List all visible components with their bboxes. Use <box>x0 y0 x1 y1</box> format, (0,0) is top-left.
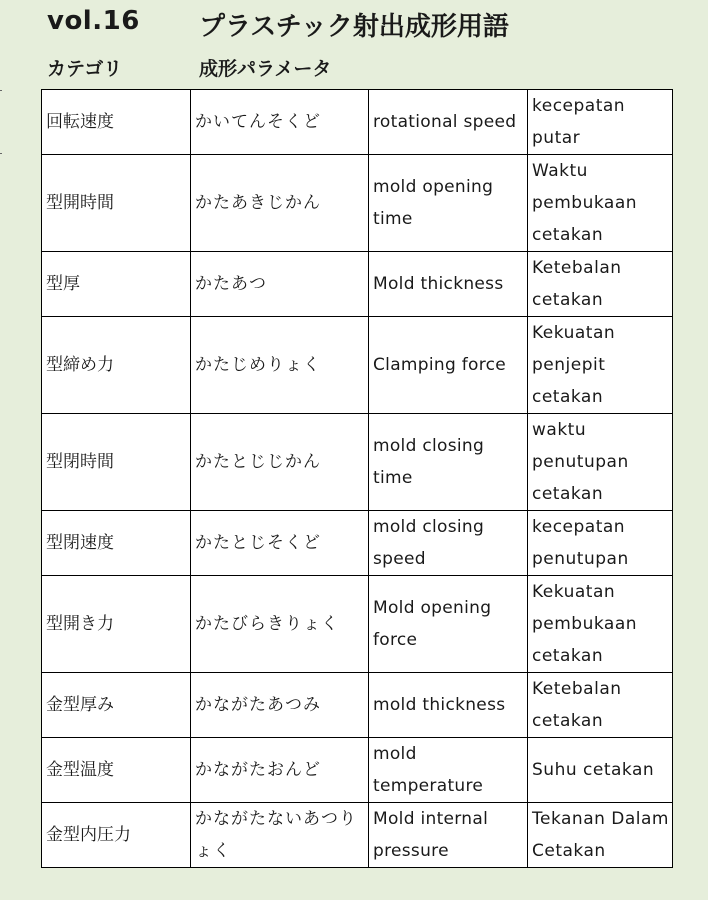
reading-cell: かながたおんど <box>191 738 369 803</box>
kanji-cell: 型厚 <box>42 252 191 317</box>
english-cell: Mold internal pressure <box>369 803 528 868</box>
kanji-cell: 型閉時間 <box>42 414 191 511</box>
reading-cell: かたじめりょく <box>191 317 369 414</box>
english-cell: Clamping force <box>369 317 528 414</box>
kanji-cell: 型締め力 <box>42 317 191 414</box>
reading-cell: かながたないあつりょく <box>191 803 369 868</box>
table-row <box>42 803 673 868</box>
english-cell: mold opening time <box>369 155 528 252</box>
table-row <box>42 252 673 317</box>
table-row <box>42 414 673 511</box>
reading-cell: かたとじそくど <box>191 511 369 576</box>
indonesian-cell: Kekuatan pembukaan cetakan <box>528 576 673 673</box>
table-row <box>42 673 673 738</box>
reading-cell: かたとじじかん <box>191 414 369 511</box>
indonesian-cell: Tekanan Dalam Cetakan <box>528 803 673 868</box>
english-cell: rotational speed <box>369 90 528 155</box>
category-value: 成形パラメータ <box>199 58 332 80</box>
kanji-cell: 型開時間 <box>42 155 191 252</box>
category-label: カテゴリ <box>47 58 123 80</box>
kanji-cell: 回転速度 <box>42 90 191 155</box>
indonesian-cell: kecepatan penutupan <box>528 511 673 576</box>
indonesian-cell: Kekuatan penjepit cetakan <box>528 317 673 414</box>
terms-table <box>41 89 673 868</box>
document-header <box>0 0 708 90</box>
volume-label: vol.16 <box>47 6 140 36</box>
table-row <box>42 576 673 673</box>
indonesian-cell: Waktu pembukaan cetakan <box>528 155 673 252</box>
kanji-cell: 金型温度 <box>42 738 191 803</box>
indonesian-cell: Ketebalan cetakan <box>528 252 673 317</box>
english-cell: mold thickness <box>369 673 528 738</box>
reading-cell: かたあつ <box>191 252 369 317</box>
table-row <box>42 90 673 155</box>
kanji-cell: 金型内圧力 <box>42 803 191 868</box>
reading-cell: かながたあつみ <box>191 673 369 738</box>
english-cell: mold temperature <box>369 738 528 803</box>
indonesian-cell: Suhu cetakan <box>528 738 673 803</box>
table-row <box>42 511 673 576</box>
page-title: プラスチック射出成形用語 <box>199 12 509 42</box>
margin-mark <box>0 153 2 154</box>
english-cell: mold closing speed <box>369 511 528 576</box>
indonesian-cell: Ketebalan cetakan <box>528 673 673 738</box>
english-cell: Mold thickness <box>369 252 528 317</box>
indonesian-cell: kecepatan putar <box>528 90 673 155</box>
kanji-cell: 型開き力 <box>42 576 191 673</box>
kanji-cell: 金型厚み <box>42 673 191 738</box>
table-row <box>42 738 673 803</box>
english-cell: mold closing time <box>369 414 528 511</box>
margin-mark <box>0 90 2 91</box>
table-row <box>42 155 673 252</box>
english-cell: Mold opening force <box>369 576 528 673</box>
indonesian-cell: waktu penutupan cetakan <box>528 414 673 511</box>
table-row <box>42 317 673 414</box>
kanji-cell: 型閉速度 <box>42 511 191 576</box>
reading-cell: かたびらきりょく <box>191 576 369 673</box>
reading-cell: かいてんそくど <box>191 90 369 155</box>
reading-cell: かたあきじかん <box>191 155 369 252</box>
